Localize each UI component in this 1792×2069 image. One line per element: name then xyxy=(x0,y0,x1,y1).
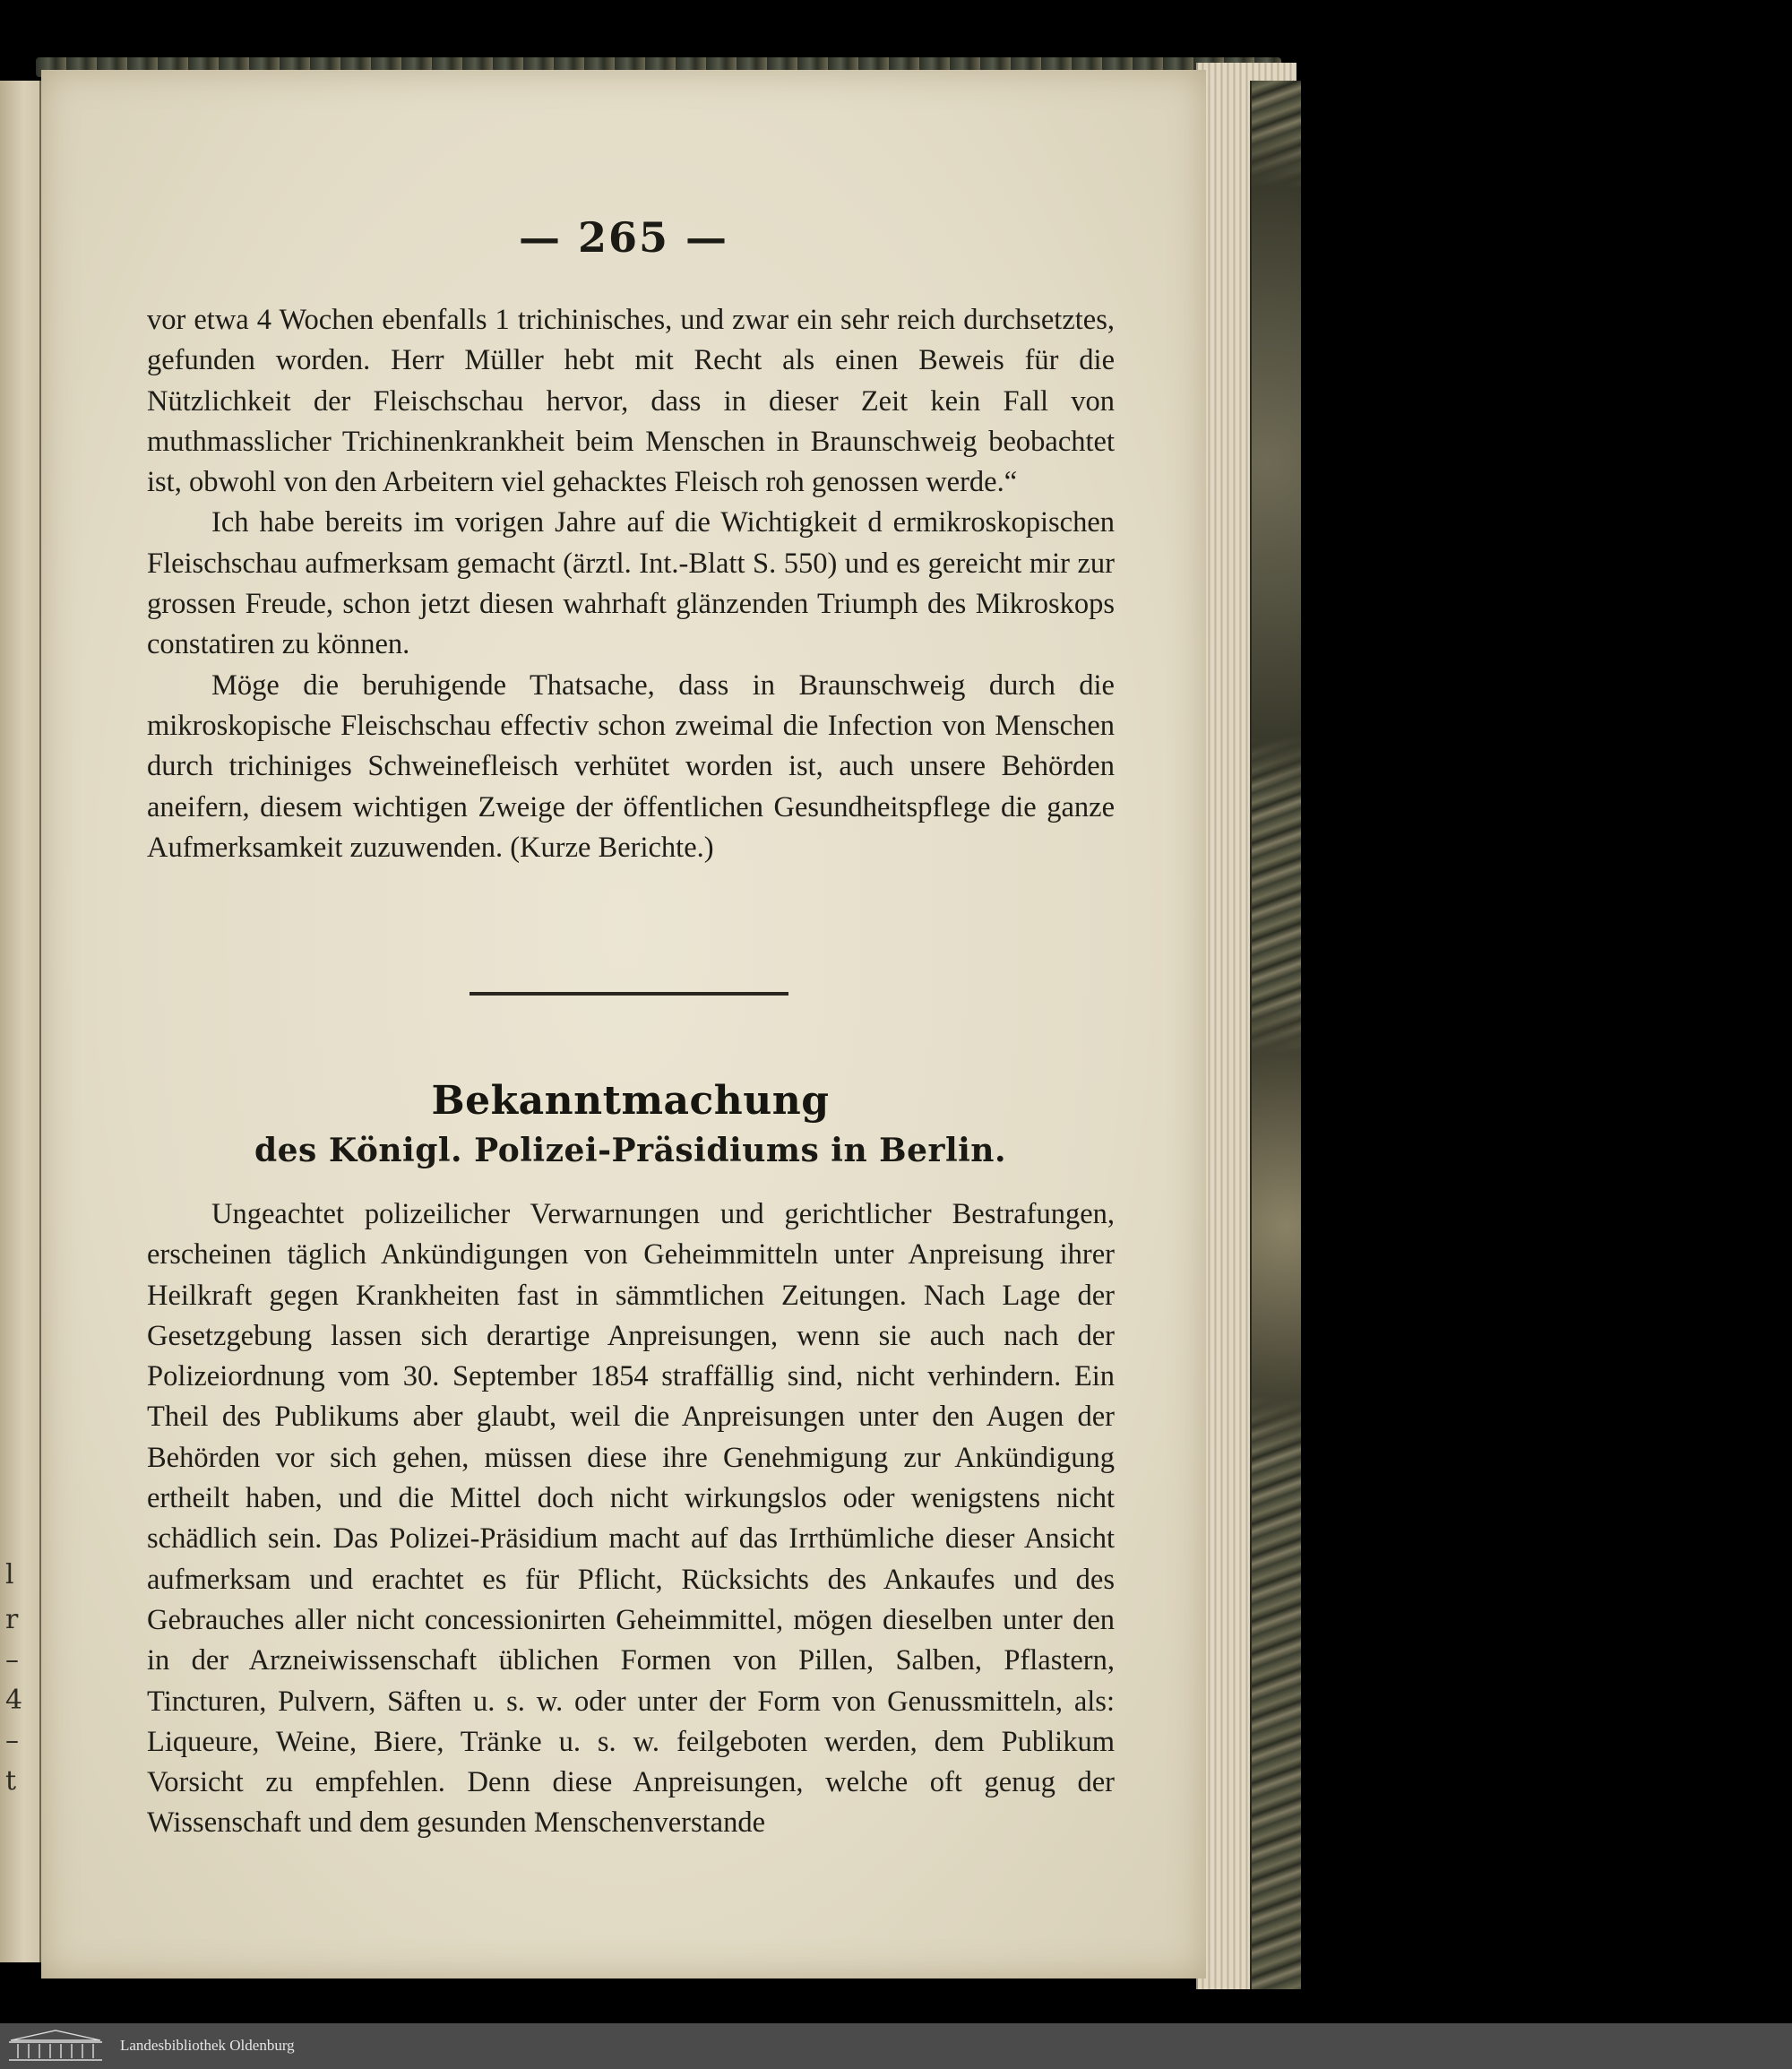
margin-char: r xyxy=(5,1604,19,1635)
library-building-icon xyxy=(7,2028,104,2064)
page-number: — 265 — xyxy=(518,213,729,262)
margin-char: l xyxy=(5,1559,14,1591)
margin-char: t xyxy=(5,1765,17,1797)
paper-page xyxy=(41,70,1206,1978)
margin-char: – xyxy=(5,1644,19,1676)
library-credit: Landesbibliothek Oldenburg xyxy=(120,2037,295,2054)
section-heading: Bekanntmachung xyxy=(431,1078,830,1124)
text-block-top xyxy=(147,300,1115,868)
paragraph: Ungeachtet polizeilicher Verwarnungen und gerichtlicher Bestrafungen, erscheinen täglich Ankündigungen von Geheimmitteln unter Anpreisung ihrer Heilkraft gegen Krankheiten fast in sämmtlichen Zeitungen. Nach Lage der Gesetzgebung lassen sich derartige Anpreisungen, wenn sie auch nach der Polizeiordnung vom 30. September 1854 straffällig sind, nicht verhindern. Ein Theil des Publikums aber glaubt, weil die Anpreisungen unter den Augen der Behörden vor sich gehen, müssen diese ihre Genehmigung zur Ankündigung ertheilt haben, und die Mittel doch nicht wirkungslos oder wenigstens nicht schädlich sein. Das Polizei-Präsidium macht auf das Irrthümliche dieser Ansicht aufmerksam und erachtet es für Pflicht, Rücksichts des Ankaufes und des Gebrauches aller nicht concessionirten Geheimmittel, mögen dieselben unter den in der Arzneiwissenschaft üblichen Formen von Pillen, Salben, Pflastern, Tincturen, Pulvern, Säften u. s. w. oder unter der Form von Genussmitteln, als: Liqueure, Weine, Biere, Tränke u. s. w. feilgeboten werden, dem Publikum Vorsicht zu empfehlen. Denn diese Anpreisungen, welche oft genug der Wissenschaft und dem gesunden Menschenverstande xyxy=(147,1198,1115,1840)
adjacent-left-page-edge xyxy=(0,81,41,1962)
paragraph: Ich habe bereits im vorigen Jahre auf die Wichtigkeit d ermikroskopischen Fleischschau aufmerksam gemacht (ärztl. Int.-Blatt S. 550) und es gereicht mir zur grossen Freude, schon jetzt diesen wahrhaft glänzenden Triumph des Mikroskops constatiren zu können. xyxy=(147,506,1115,661)
margin-char: 4 xyxy=(5,1685,23,1716)
section-separator-rule xyxy=(470,992,788,996)
section-subheading: des Königl. Polizei-Präsidiums in Berlin. xyxy=(254,1132,1007,1169)
paragraph: vor etwa 4 Wochen ebenfalls 1 trichinisches, und zwar ein sehr reich durchsetztes, gefunden worden. Herr Müller hebt mit Recht als einen Beweis für die Nützlichkeit der Fleischschau hervor, dass in dieser Zeit kein Fall von muthmasslicher Trichinenkrankheit beim Menschen in Braunschweig beobachtet ist, obwohl von den Arbeitern viel gehacktes Fleisch roh genossen werde.“ xyxy=(147,304,1115,499)
text-block-bottom xyxy=(147,1194,1115,1844)
margin-char: – xyxy=(5,1725,19,1756)
marbled-book-cover xyxy=(1250,81,1301,1989)
footer-bar xyxy=(0,2023,1792,2069)
paragraph: Möge die beruhigende Thatsache, dass in Braunschweig durch die mikroskopische Fleischschau effectiv schon zweimal die Infection von Menschen durch trichiniges Schweinefleisch verhütet worden ist, auch unsere Behörden aneifern, diesem wichtigen Zweige der öffentlichen Gesundheitspflege die ganze Aufmerksamkeit zuzuwenden. (Kurze Berichte.) xyxy=(147,668,1115,864)
